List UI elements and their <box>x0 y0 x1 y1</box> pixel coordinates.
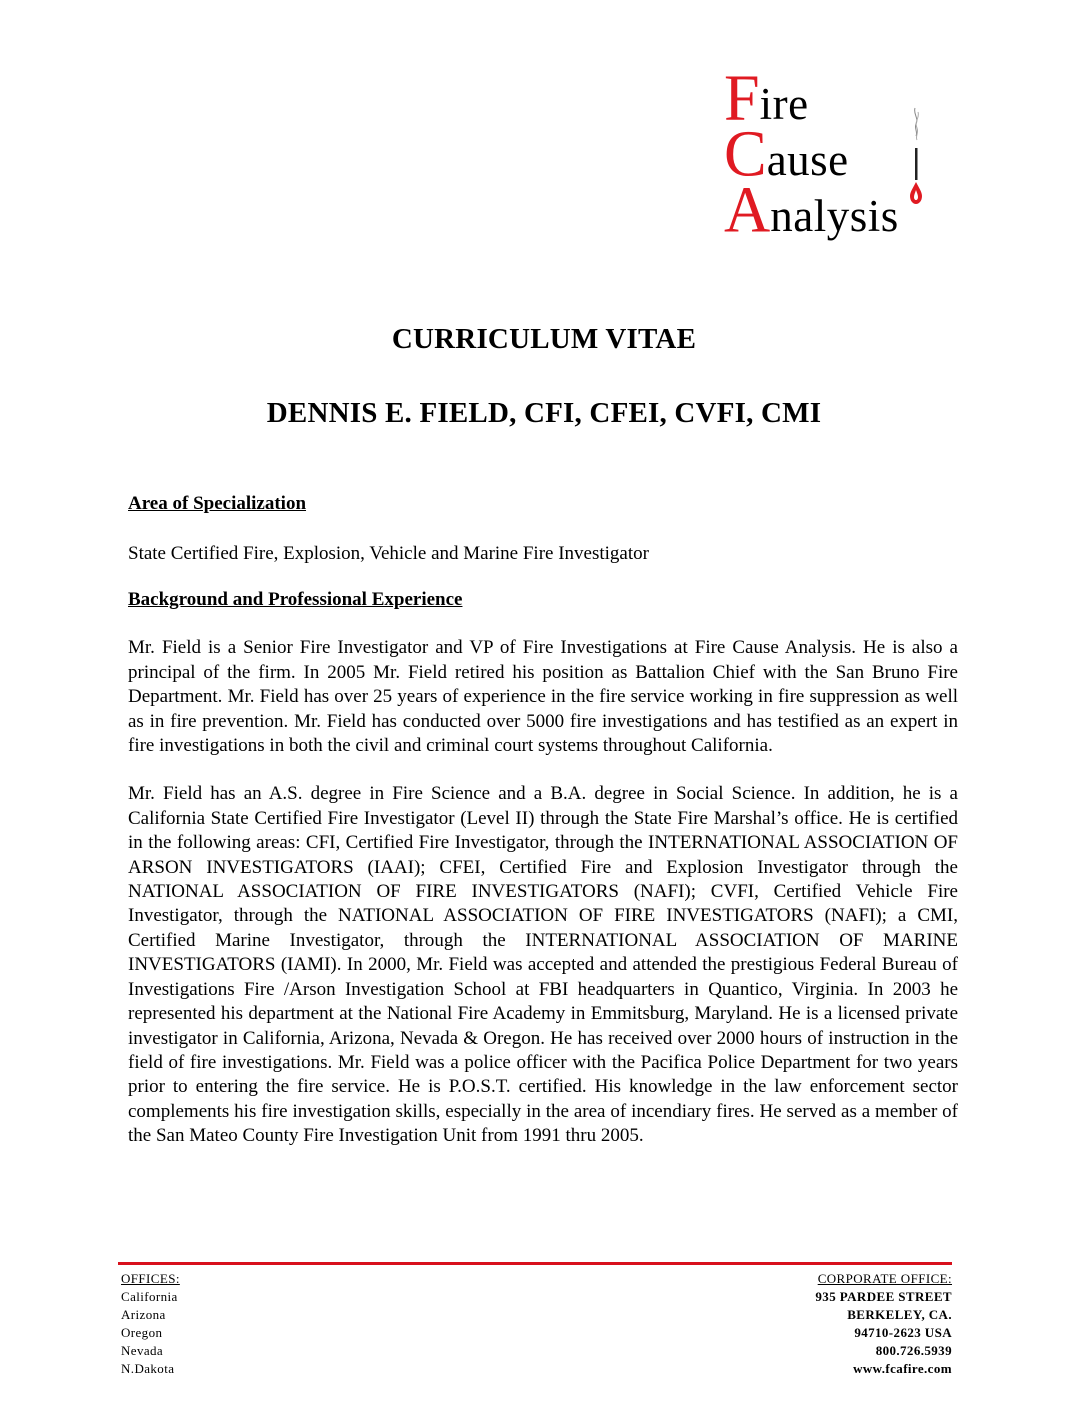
corporate-city: BERKELEY, CA. <box>847 1307 952 1322</box>
office-location: N.Dakota <box>121 1361 175 1376</box>
office-location: California <box>121 1289 178 1304</box>
corporate-office-heading: CORPORATE OFFICE: <box>817 1271 952 1286</box>
logo-initial-a: A <box>724 173 771 246</box>
specialization-text: State Certified Fire, Explosion, Vehicle and Marine Fire Investigator <box>128 543 649 564</box>
footer-corporate-office <box>815 1270 952 1378</box>
logo-word-analysis: nalysis <box>770 191 899 241</box>
offices-heading: OFFICES: <box>121 1271 180 1286</box>
company-logo <box>724 61 974 246</box>
corporate-street: 935 PARDEE STREET <box>815 1289 952 1304</box>
corporate-zip: 94710-2623 USA <box>854 1325 952 1340</box>
footer-divider <box>118 1262 952 1265</box>
corporate-website-link[interactable]: www.fcafire.com <box>853 1361 952 1376</box>
office-location: Arizona <box>121 1307 166 1322</box>
logo-word-cause: ause <box>766 135 849 185</box>
background-heading: Background and Professional Experience <box>128 589 463 611</box>
corporate-phone: 800.726.5939 <box>875 1343 952 1358</box>
background-paragraph-1: Mr. Field is a Senior Fire Investigator and VP of Fire Investigations at Fire Cause Analysis. He is also a principal of the firm. In 2005 Mr. Field retired his position as Battalion Chief with the San Bruno Fire Department. Mr. Field has over 25 years of experience in the fire service working in fire suppression as well as in fire prevention. Mr. Field has conducted over 5000 fire investigations and has testified as an expert in fire investigations in both the civil and criminal court systems throughout California. <box>128 637 958 757</box>
office-location: Nevada <box>121 1343 164 1358</box>
specialization-heading: Area of Specialization <box>128 493 307 514</box>
person-name-heading: DENNIS E. FIELD, CFI, CFEI, CVFI, CMI <box>266 397 822 429</box>
logo-word-fire: ire <box>759 79 809 129</box>
cv-body <box>128 492 958 1149</box>
background-paragraph-2: Mr. Field has an A.S. degree in Fire Science and a B.A. degree in Social Science. In addition, he is a California State Certified Fire Investigator (Level II) through the State Fire Marshal’s office. He is certified in the following areas: CFI, Certified Fire Investigator, through the INTERNATIONAL ASSOCIATION OF ARSON INVESTIGATORS (IAAI); CFEI, Certified Fire and Explosion Investigator through the NATIONAL ASSOCIATION OF FIRE INVESTIGATORS (NAFI); CVFI, Certified Vehicle Fire Investigator, through the NATIONAL ASSOCIATION OF FIRE INVESTIGATORS (NAFI); a CMI, Certified Marine Investigator, through the INTERNATIONAL ASSOCIATION OF MARINE INVESTIGATORS (IAMI). In 2000, Mr. Field was accepted and attended the prestigious Federal Bureau of Investigations Fire /Arson Investigation School at FBI headquarters in Quantico, Virginia. In 2003 he represented his department at the National Fire Academy in Emmitsburg, Maryland. He is a licensed private investigator in California, Arizona, Nevada & Oregon. He has received over 2000 hours of instruction in the field of fire investigations. Mr. Field was a police officer with the Pacifica Police Department for two years prior to entering the fire service. He is P.O.S.T. certified. His knowledge in the law enforcement sector complements his fire investigation skills, especially in the area of incendiary fires. He served as a member of the San Mateo County Fire Investigation Unit from 1991 thru 2005. <box>128 783 958 1147</box>
office-location: Oregon <box>121 1325 163 1340</box>
logo-initial-c: C <box>724 117 767 190</box>
logo-initial-f: F <box>724 61 760 134</box>
footer-offices <box>121 1270 180 1378</box>
logo-line-analysis <box>724 173 899 246</box>
flame-drop-icon <box>904 106 930 206</box>
document-title: CURRICULUM VITAE <box>391 323 697 355</box>
